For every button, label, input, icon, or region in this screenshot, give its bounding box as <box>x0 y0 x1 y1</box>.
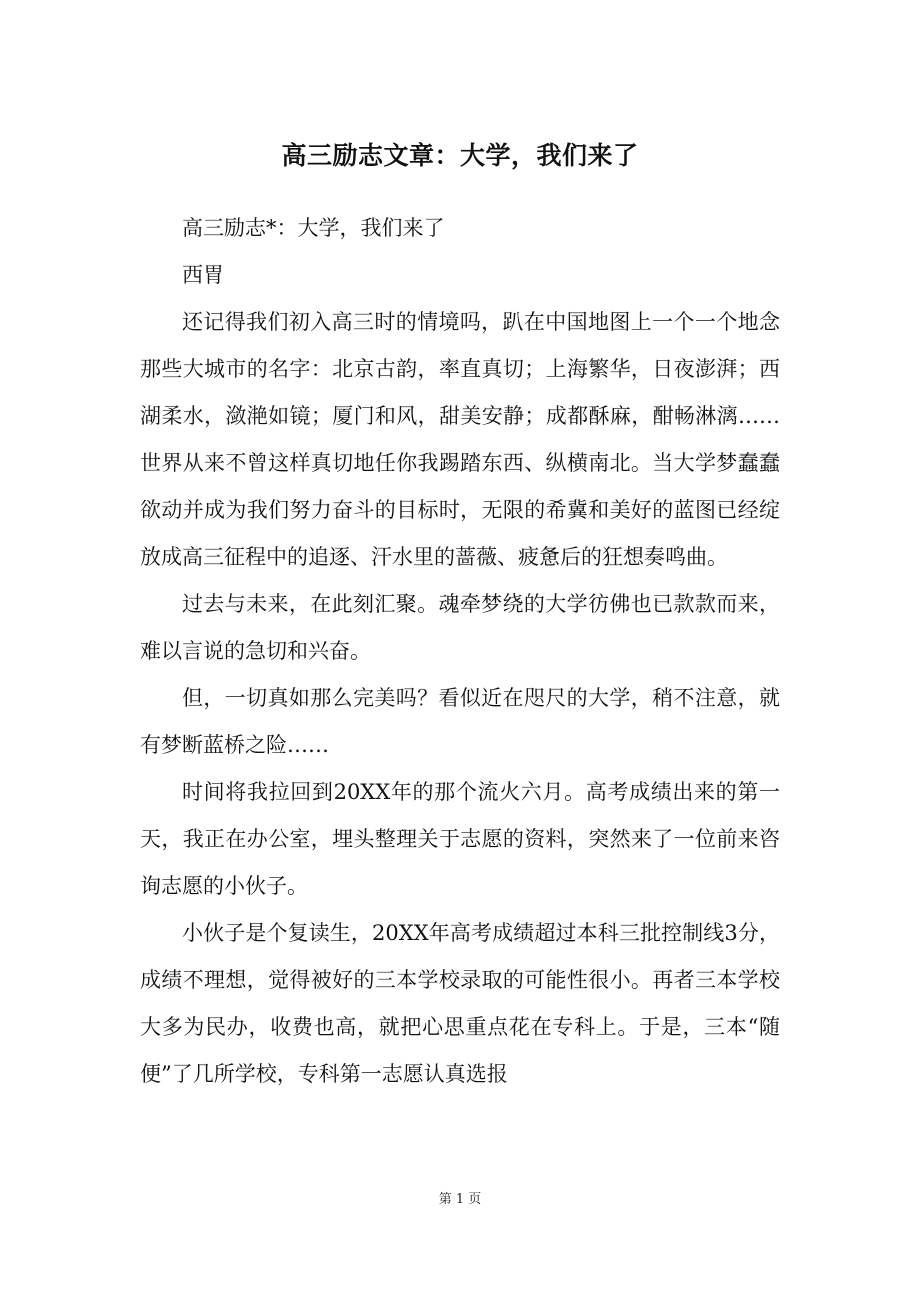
paragraph: 时间将我拉回到20XX年的那个流火六月。高考成绩出来的第一天，我正在办公室，埋头整理关于志愿的资料，突然来了一位前来咨询志愿的小伙子。 <box>140 780 780 898</box>
paragraph: 高三励志*：大学，我们来了 <box>182 216 445 240</box>
document-body <box>140 205 780 1098</box>
paragraph: 过去与未来，在此刻汇聚。魂牵梦绕的大学彷佛也已款款而来，难以言说的急切和兴奋。 <box>140 592 780 663</box>
paragraph: 但，一切真如那么完美吗？看似近在咫尺的大学，稍不注意，就有梦断蓝桥之险…… <box>140 686 780 757</box>
document-title: 高三励志文章：大学，我们来了 <box>281 141 639 170</box>
paragraph: 小伙子是个复读生，20XX年高考成绩超过本科三批控制线3分，成绩不理想，觉得被好的三本学校录取的可能性很小。再者三本学校大多为民办，收费也高，就把心思重点花在专科上。于是，三本“随便”了几所学校，专科第一志愿认真选报 <box>140 921 780 1086</box>
paragraph: 西胃 <box>182 263 224 287</box>
page-number: 第 1 页 <box>438 1192 482 1207</box>
paragraph: 还记得我们初入高三时的情境吗，趴在中国地图上一个一个地念那些大城市的名字：北京古韵，率直真切；上海繁华，日夜澎湃；西湖柔水，潋滟如镜；厦门和风，甜美安静；成都酥麻，酣畅淋漓……世界从来不曾这样真切地任你我踢踏东西、纵横南北。当大学梦蠢蠢欲动并成为我们努力奋斗的目标时，无限的希冀和美好的蓝图已经绽放成高三征程中的追逐、汗水里的蔷薇、疲惫后的狂想奏鸣曲。 <box>140 310 780 569</box>
